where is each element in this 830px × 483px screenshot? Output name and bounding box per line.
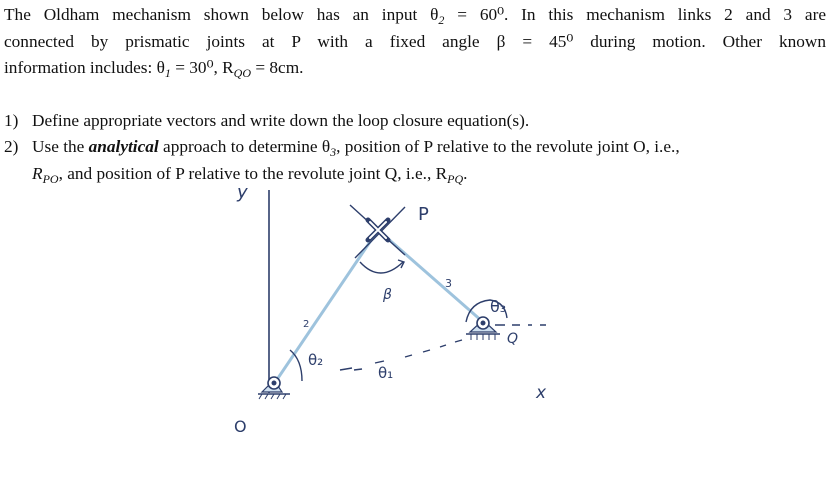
theta1-tick: [354, 369, 362, 370]
link-2-label: 2: [303, 319, 310, 330]
origin-label: O: [234, 417, 247, 436]
oq-dashed-line: [340, 340, 462, 370]
task-2-number: 2): [4, 137, 19, 156]
x-axis-label: x: [536, 383, 547, 403]
y-axis-label: y: [237, 182, 248, 203]
revolute-joint-q: [466, 317, 500, 340]
link-3: [378, 230, 483, 322]
theta1-label: θ₁: [378, 364, 394, 382]
prismatic-joint-p: [350, 205, 405, 258]
point-q-label: Q: [507, 331, 519, 347]
theta2-label: θ₂: [308, 351, 324, 369]
task-1-text: Define appropriate vectors and write down the loop closure equation(s).: [32, 111, 530, 130]
intro-line-1: The Oldham mechanism shown below has an input $\theta_2 = 60^0$. In this mechanism links 2 and 3 are: [4, 5, 826, 27]
beta-arc: [360, 262, 403, 273]
task-2: 2) Use the analytical approach to determine $\theta_3$, position of P relative to the revolute joint O, i.e., $R_{PO}$, and position of P relative to the revolute joint Q, i.e., $R_{PQ}$.: [4, 134, 826, 188]
point-p-label: P: [418, 204, 429, 225]
task-1-number: 1): [4, 111, 19, 130]
theta2-arc: [290, 350, 302, 381]
revolute-joint-o: [258, 377, 290, 399]
intro-line-3: information includes: $\theta_1 = 30^0$, $R_{QO} = 8cm$.: [4, 58, 304, 80]
intro-line-2: connected by prismatic joints at P with a fixed angle β = 45⁰ during motion. Other known: [4, 32, 826, 51]
beta-label: β: [383, 287, 392, 303]
link-2: [274, 230, 378, 384]
theta3-label: θ₃: [490, 297, 507, 316]
emphasis-analytical: analytical: [88, 137, 159, 156]
link-3-label: 3: [445, 277, 452, 290]
